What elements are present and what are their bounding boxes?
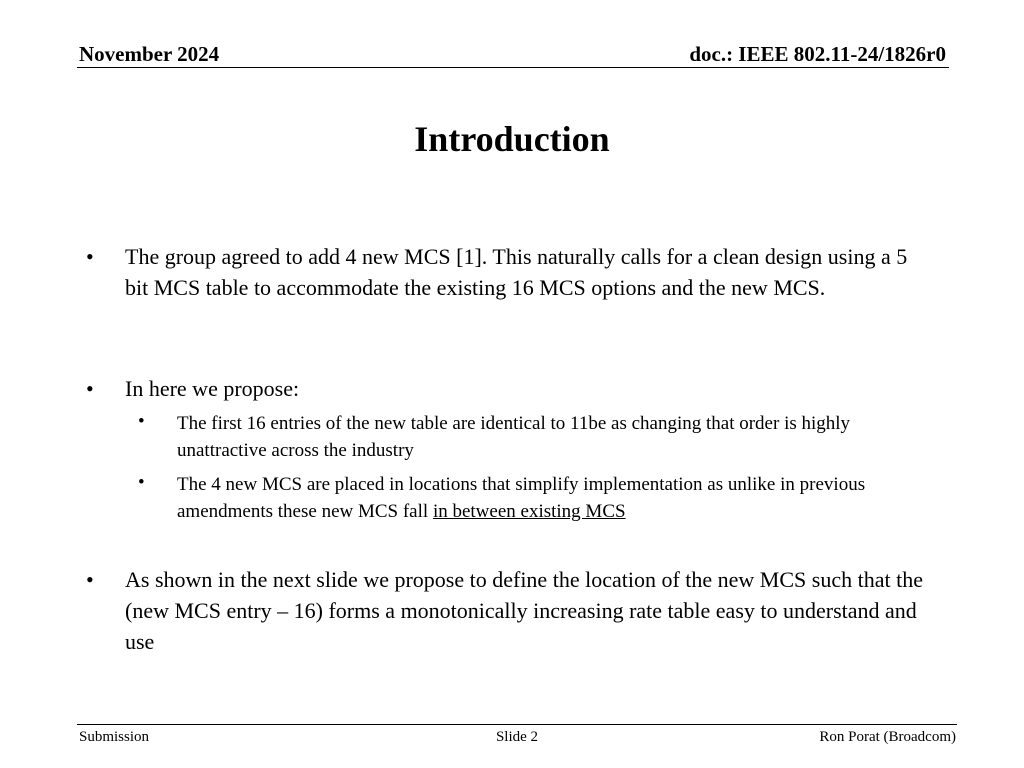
bullet-text: In here we propose: [125, 376, 300, 401]
bullet-marker: • [86, 244, 94, 269]
bullet-item [86, 373, 925, 404]
bullet-text: As shown in the next slide we propose to define the location of the new MCS such that the (new MCS entry – 16) forms a monotonically increasing rate table easy to understand and use [125, 567, 923, 654]
underlined-phrase: in between existing MCS [432, 501, 626, 522]
bullet-item [86, 241, 925, 303]
footer-slide-number: Slide 2 [495, 729, 539, 745]
sub-bullet-text: The 4 new MCS are placed in locations that simplify implementation as unlike in previous amendments these new MCS fall [177, 474, 866, 522]
header-date: November 2024 [79, 42, 220, 66]
slide-title: Introduction [414, 119, 610, 159]
header-doc-number: doc.: IEEE 802.11-24/1826r0 [689, 42, 946, 66]
sub-bullet-marker: • [138, 411, 145, 432]
sub-bullet-text: The first 16 entries of the new table are identical to 11be as changing that order is highly unattractive across the industry [177, 413, 851, 461]
header-divider [77, 67, 949, 68]
sub-bullet-item [138, 471, 937, 525]
footer-divider [77, 724, 957, 725]
sub-bullet-item [138, 410, 937, 464]
footer-submission: Submission [79, 729, 150, 745]
sub-bullet-marker: • [138, 472, 145, 493]
bullet-item [86, 564, 925, 657]
bullet-marker: • [86, 376, 94, 401]
footer-author: Ron Porat (Broadcom) [819, 729, 956, 745]
bullet-marker: • [86, 567, 94, 592]
bullet-text: The group agreed to add 4 new MCS [1]. This naturally calls for a clean design using a 5 bit MCS table to accommodate the existing 16 MCS options and the new MCS. [125, 244, 908, 300]
